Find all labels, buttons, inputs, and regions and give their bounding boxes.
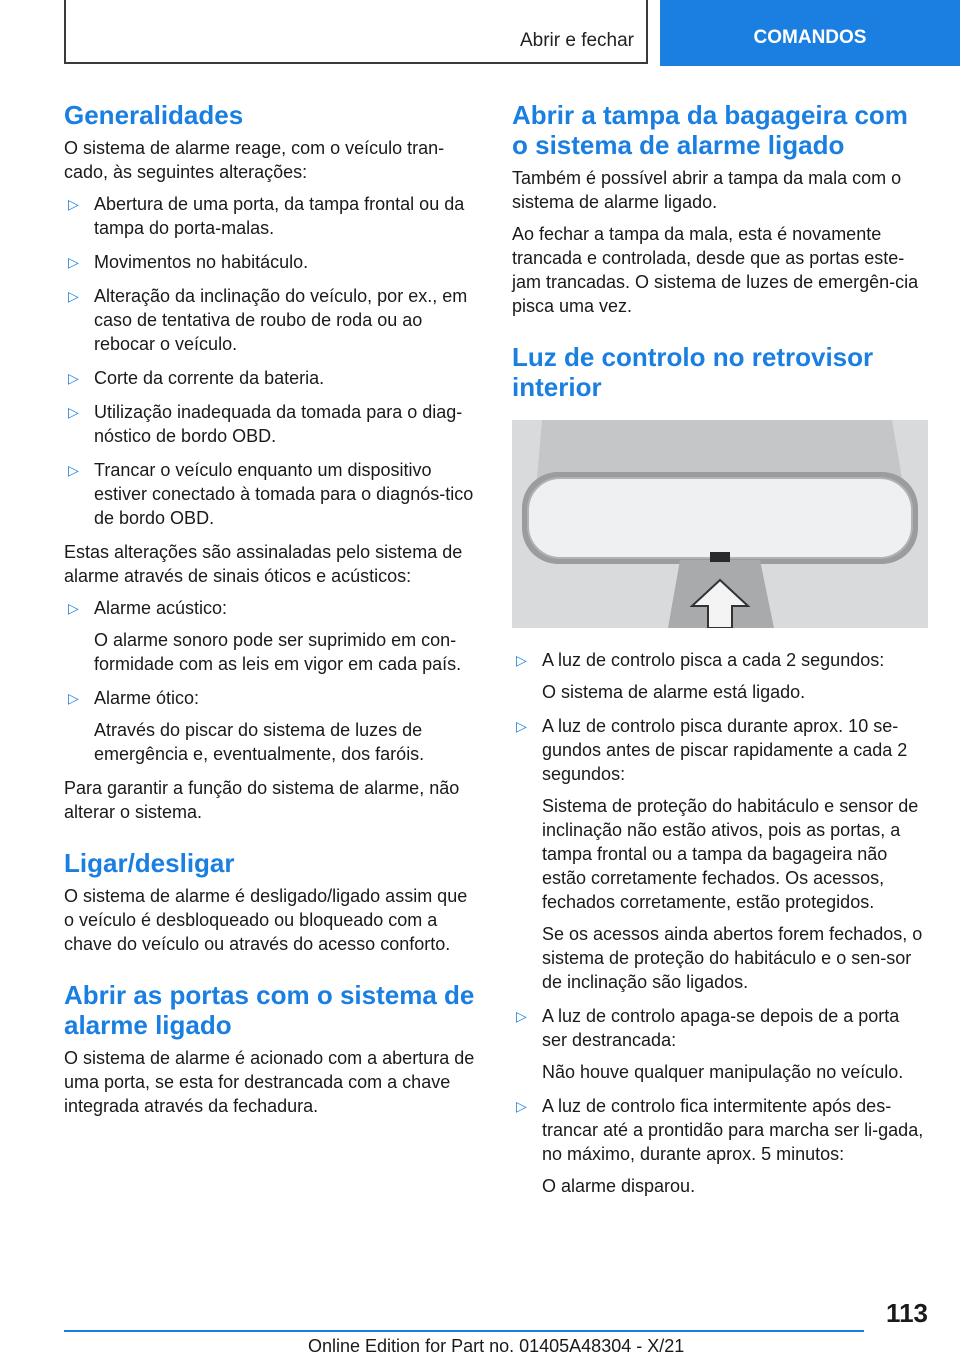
list-item: ▷ Movimentos no habitáculo.	[68, 252, 309, 272]
changes-list	[64, 192, 480, 530]
section-title: Abrir e fechar	[519, 30, 634, 51]
bullet-icon: ▷	[516, 1008, 527, 1024]
doors-paragraph: O sistema de alarme é acionado com a abertura de uma porta, se esta for destrancada com a chave integrada através da fechadura.	[64, 1048, 475, 1116]
heading-general: Generalidades	[64, 100, 244, 130]
list-item: ▷ Utilização inadequada da tomada para o diag-nóstico de bordo OBD.	[68, 402, 463, 446]
chapter-tab[interactable]: COMANDOS	[660, 0, 960, 66]
footer-edition: Online Edition for Part no. 01405A48304 - X/21	[308, 1336, 685, 1356]
list-item: ▷ Abertura de uma porta, da tampa frontal ou da tampa do porta-malas.	[68, 194, 465, 238]
bullet-icon: ▷	[516, 652, 527, 668]
bullet-icon: ▷	[516, 718, 527, 734]
heading-onoff: Ligar/desligar	[64, 848, 235, 878]
list-item: ▷ A luz de controlo pisca durante aprox. 10 se-gundos antes de piscar rapidamente a cada 2 segundos: Sistema de proteção do habitáculo e sensor de inclinação não estão ativos, pois as portas, a tampa frontal ou a tampa da bagageira não estão corretamente fechados. Os acessos, fechados corretamente, estão protegidos. Se os acessos ainda abertos forem fechados, o sistema de proteção do habitáculo e o sen-sor de inclinação são ligados.	[516, 716, 923, 992]
trunk-paragraph-2: Ao fechar a tampa da mala, esta é novamente trancada e controlada, desde que as portas este-jam trancadas. O sistema de luzes de emergên-cia pisca uma vez.	[512, 224, 919, 316]
list-item: ▷ A luz de controlo apaga-se depois de a porta ser destrancada: Não houve qualquer manipulação no veículo.	[516, 1006, 904, 1082]
signals-list	[64, 596, 480, 766]
bullet-icon: ▷	[68, 600, 79, 616]
intro-paragraph: O sistema de alarme reage, com o veículo tran-cado, às seguintes alterações:	[64, 138, 445, 182]
guarantee-paragraph: Para garantir a função do sistema de alarme, não alterar o sistema.	[64, 778, 460, 822]
heading-trunk: Abrir a tampa da bagageira com o sistema de alarme ligado	[512, 100, 908, 160]
list-item: ▷ Alteração da inclinação do veículo, por ex., em caso de tentativa de roubo de roda ou ao rebocar o veículo.	[68, 286, 468, 354]
list-item: ▷ Trancar o veículo enquanto um dispositivo estiver conectado à tomada para o diagnós-tico de bordo OBD.	[68, 460, 474, 528]
list-item: ▷ A luz de controlo pisca a cada 2 segundos: O sistema de alarme está ligado.	[516, 650, 885, 702]
bullet-icon: ▷	[68, 690, 79, 706]
header-bar	[64, 0, 648, 64]
light-states-list	[512, 648, 928, 1198]
list-item: ▷ Alarme ótico: Através do piscar do sistema de luzes de emergência e, eventualmente, dos faróis.	[68, 688, 425, 764]
signals-paragraph: Estas alterações são assinaladas pelo sistema de alarme através de sinais óticos e acústicos:	[64, 542, 463, 586]
bullet-icon: ▷	[68, 196, 79, 212]
list-item: ▷ Corte da corrente da bateria.	[68, 368, 325, 388]
rearview-mirror-figure	[512, 420, 928, 628]
bullet-icon: ▷	[68, 404, 79, 420]
left-column	[64, 100, 480, 1126]
right-column	[512, 100, 928, 1208]
bullet-icon: ▷	[68, 288, 79, 304]
bullet-icon: ▷	[68, 462, 79, 478]
onoff-paragraph: O sistema de alarme é desligado/ligado assim que o veículo é desbloqueado ou bloqueado com a chave do veículo ou através do acesso conforto.	[64, 886, 468, 954]
heading-doors: Abrir as portas com o sistema de alarme ligado	[64, 980, 475, 1040]
bullet-icon: ▷	[516, 1098, 527, 1114]
trunk-paragraph-1: Também é possível abrir a tampa da mala com o sistema de alarme ligado.	[512, 168, 902, 212]
page-number: 113	[886, 1298, 928, 1328]
list-item: ▷ A luz de controlo fica intermitente após des-trancar até a prontidão para marcha ser li-gada, no máximo, durante aprox. 5 minutos: O alarme disparou.	[516, 1096, 924, 1196]
bullet-icon: ▷	[68, 254, 79, 270]
footer-divider	[64, 1330, 864, 1332]
bullet-icon: ▷	[68, 370, 79, 386]
heading-light: Luz de controlo no retrovisor interior	[512, 342, 874, 402]
list-item: ▷ Alarme acústico: O alarme sonoro pode ser suprimido em con-formidade com as leis em vigor em cada país.	[68, 598, 462, 674]
